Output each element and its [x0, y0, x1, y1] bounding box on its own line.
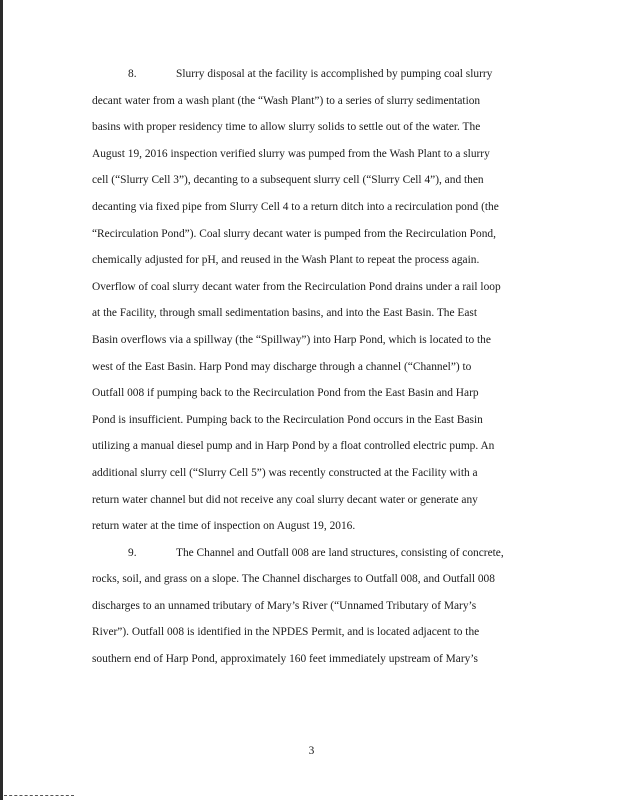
paragraph-line: Pond is insufficient. Pumping back to the Recirculation Pond occurs in the East Basin	[92, 413, 483, 426]
paragraph-line: chemically adjusted for pH, and reused in the Wash Plant to repeat the process again.	[92, 254, 480, 267]
paragraph-line: decanting via fixed pipe from Slurry Cell 4 to a return ditch into a recirculation pond (the	[92, 200, 499, 213]
paragraph-number: 9.	[128, 546, 137, 559]
paragraph-line: 9. The Channel and Outfall 008 are land structures, consisting of concrete,	[92, 540, 534, 567]
paragraph-line: west of the East Basin. Harp Pond may discharge through a channel (“Channel”) to	[92, 360, 472, 373]
paragraph-line: southern end of Harp Pond, approximately 160 feet immediately upstream of Mary’s	[92, 653, 478, 666]
paragraph-line: “Recirculation Pond”). Coal slurry decant water is pumped from the Recirculation Pond,	[92, 227, 496, 240]
paragraph-line: return water channel but did not receive any coal slurry decant water or generate any	[92, 493, 478, 506]
paragraph-line: return water at the time of inspection on August 19, 2016.	[92, 520, 356, 533]
paragraph-number: 8.	[128, 68, 137, 80]
paragraph-line: basins with proper residency time to allow slurry solids to settle out of the water. The	[92, 121, 481, 134]
document-body	[92, 61, 534, 673]
paragraph-line: River”). Outfall 008 is identified in the NPDES Permit, and is located adjacent to the	[92, 626, 480, 639]
paragraph-8	[92, 61, 534, 540]
paragraph-line: Overflow of coal slurry decant water from the Recirculation Pond drains under a rail loop	[92, 280, 501, 293]
paragraph-line: cell (“Slurry Cell 3”), decanting to a subsequent slurry cell (“Slurry Cell 4”), and then	[92, 174, 484, 187]
paragraph-line: additional slurry cell (“Slurry Cell 5”) was recently constructed at the Facility with a	[92, 466, 478, 479]
paragraph-line: Basin overflows via a spillway (the “Spillway”) into Harp Pond, which is located to the	[92, 333, 491, 346]
paragraph-line: August 19, 2016 inspection verified slurry was pumped from the Wash Plant to a slurry	[92, 147, 490, 160]
page-number: 3	[308, 745, 315, 757]
paragraph-line: discharges to an unnamed tributary of Mary’s River (“Unnamed Tributary of Mary’s	[92, 599, 477, 612]
paragraph-line: at the Facility, through small sedimentation basins, and into the East Basin. The East	[92, 307, 478, 320]
paragraph-line: decant water from a wash plant (the “Wash Plant”) to a series of slurry sedimentation	[92, 94, 481, 107]
paragraph-9	[92, 540, 534, 673]
paragraph-line: utilizing a manual diesel pump and in Harp Pond by a float controlled electric pump. An	[92, 440, 495, 453]
paragraph-line: 8. Slurry disposal at the facility is accomplished by pumping coal slurry	[92, 61, 534, 88]
paragraph-line: rocks, soil, and grass on a slope. The Channel discharges to Outfall 008, and Outfall 008	[92, 573, 495, 586]
paragraph-line: Outfall 008 if pumping back to the Recirculation Pond from the East Basin and Harp	[92, 387, 479, 400]
scan-edge-mark	[4, 795, 74, 797]
page-left-edge	[0, 0, 3, 800]
